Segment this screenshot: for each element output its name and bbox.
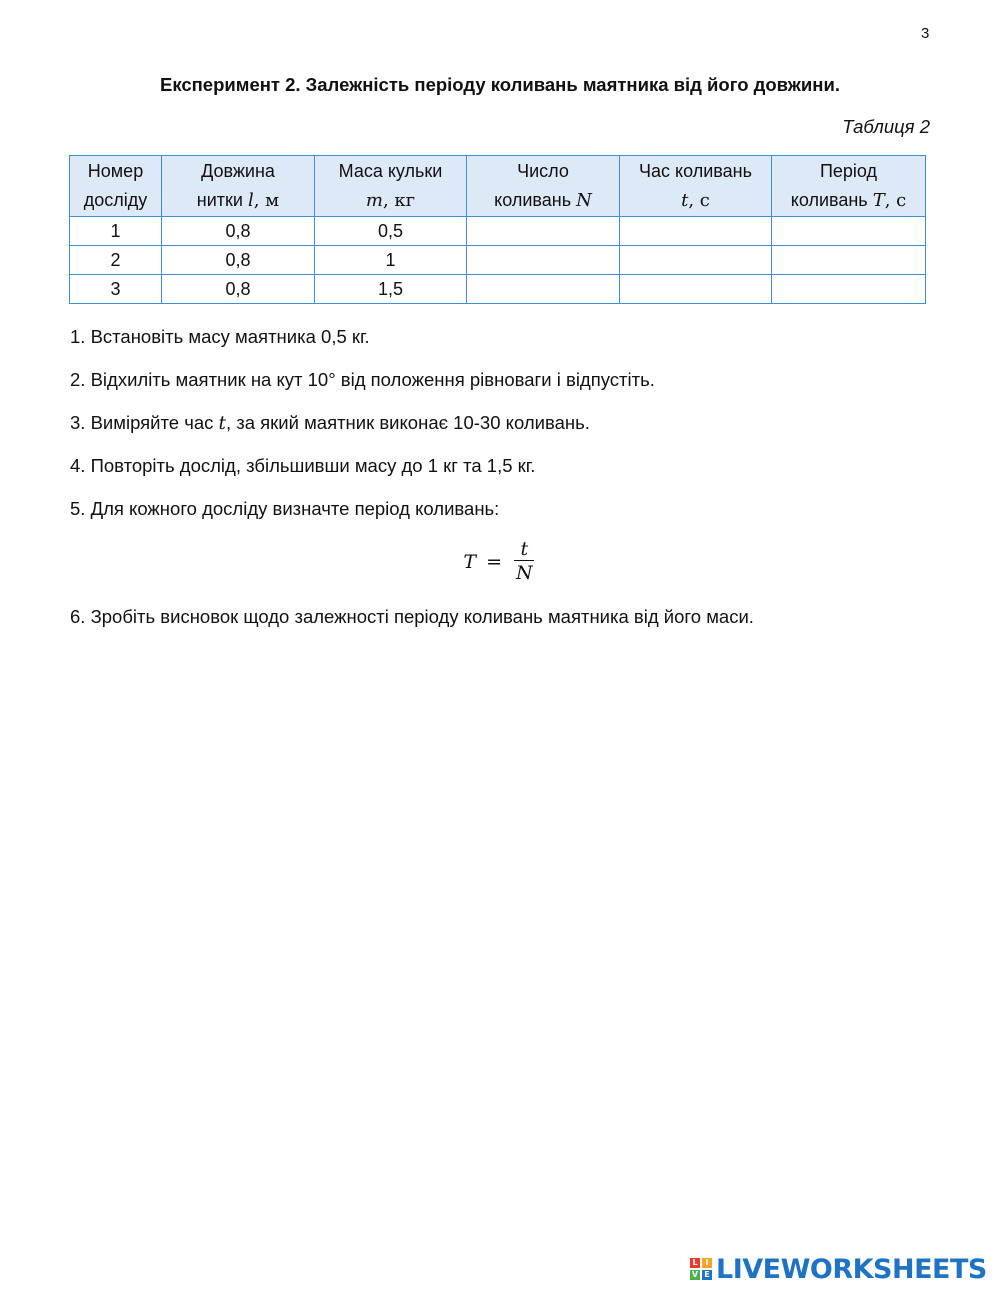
header-unit: , кг bbox=[382, 190, 416, 211]
header-variable: N bbox=[576, 190, 592, 211]
answer-cell-time[interactable] bbox=[620, 246, 772, 275]
header-variable: l bbox=[247, 190, 254, 211]
instruction-step-3 bbox=[70, 412, 590, 434]
table-row bbox=[70, 246, 926, 275]
header-line1: Час коливань bbox=[639, 161, 752, 181]
cell-mass: 1 bbox=[315, 246, 467, 275]
cell-length: 0,8 bbox=[162, 217, 315, 246]
header-line2-text: нитки bbox=[196, 190, 248, 210]
header-unit: , м bbox=[253, 190, 280, 211]
answer-cell-time[interactable] bbox=[620, 275, 772, 304]
header-line2 bbox=[162, 186, 314, 215]
page-title: Експеримент 2. Залежність періоду коливань маятника від його довжини. bbox=[159, 74, 840, 95]
answer-cell-period[interactable] bbox=[772, 275, 926, 304]
instruction-step-2: 2. Відхиліть маятник на кут 10° від положення рівноваги і відпустіть. bbox=[70, 369, 655, 390]
table-header-row bbox=[70, 156, 926, 217]
header-string-length bbox=[162, 156, 315, 217]
header-period bbox=[772, 156, 926, 217]
header-line2-text: досліду bbox=[83, 190, 148, 210]
logo-mark-icon bbox=[690, 1258, 712, 1280]
answer-cell-oscillation-count[interactable] bbox=[467, 217, 620, 246]
instruction-step-4: 4. Повторіть дослід, збільшивши масу до 1 кг та 1,5 кг. bbox=[70, 455, 536, 476]
header-line2 bbox=[467, 186, 619, 215]
answer-cell-time[interactable] bbox=[620, 217, 772, 246]
header-variable: T bbox=[872, 190, 885, 211]
header-line1: Довжина bbox=[201, 161, 275, 181]
cell-experiment-number: 1 bbox=[70, 217, 162, 246]
header-oscillation-time bbox=[620, 156, 772, 217]
header-line1: Число bbox=[517, 161, 569, 181]
answer-cell-period[interactable] bbox=[772, 246, 926, 275]
header-experiment-number bbox=[70, 156, 162, 217]
instruction-step-1: 1. Встановіть масу маятника 0,5 кг. bbox=[70, 326, 370, 347]
liveworksheets-logo bbox=[690, 1252, 987, 1286]
header-line2 bbox=[70, 186, 161, 215]
table-row bbox=[70, 217, 926, 246]
formula-equals: = bbox=[486, 550, 502, 573]
header-line2-text: коливань bbox=[790, 190, 873, 210]
header-variable: m bbox=[365, 190, 383, 211]
step-3-text-after: , за який маятник виконає 10-30 коливань. bbox=[225, 412, 590, 433]
cell-length: 0,8 bbox=[162, 246, 315, 275]
cell-experiment-number: 3 bbox=[70, 275, 162, 304]
logo-mark-letter: V bbox=[691, 1270, 699, 1279]
table-row bbox=[70, 275, 926, 304]
header-unit: , с bbox=[688, 190, 710, 211]
instruction-step-6: 6. Зробіть висновок щодо залежності періоду коливань маятника від його маси. bbox=[70, 606, 754, 627]
header-oscillation-count bbox=[467, 156, 620, 217]
logo-mark-letter: E bbox=[702, 1270, 712, 1280]
answer-cell-oscillation-count[interactable] bbox=[467, 246, 620, 275]
header-line1: Номер bbox=[87, 161, 144, 181]
instruction-step-5: 5. Для кожного досліду визначте період коливань: bbox=[70, 498, 500, 519]
results-table bbox=[69, 155, 926, 304]
cell-mass: 0,5 bbox=[315, 217, 467, 246]
table-caption: Таблиця 2 bbox=[842, 116, 930, 137]
header-line2 bbox=[772, 186, 925, 215]
header-unit: , с bbox=[884, 190, 907, 211]
formula-lhs: T bbox=[463, 550, 477, 573]
period-formula bbox=[0, 538, 1000, 585]
cell-experiment-number: 2 bbox=[70, 246, 162, 275]
answer-cell-period[interactable] bbox=[772, 217, 926, 246]
step-3-text-before: 3. Виміряйте час bbox=[70, 412, 219, 433]
page-number: 3 bbox=[921, 25, 930, 42]
formula-numerator: t bbox=[520, 538, 529, 560]
header-line2-text: коливань bbox=[494, 190, 577, 210]
header-line1: Період bbox=[819, 161, 878, 181]
header-line2 bbox=[315, 186, 466, 215]
header-line2 bbox=[620, 186, 771, 215]
cell-mass: 1,5 bbox=[315, 275, 467, 304]
cell-length: 0,8 bbox=[162, 275, 315, 304]
answer-cell-oscillation-count[interactable] bbox=[467, 275, 620, 304]
logo-mark-letter: I bbox=[702, 1258, 712, 1268]
header-ball-mass bbox=[315, 156, 467, 217]
header-variable: t bbox=[681, 190, 689, 211]
step-3-variable: t bbox=[218, 413, 226, 434]
logo-mark-letter: L bbox=[690, 1258, 700, 1268]
header-line1: Маса кульки bbox=[338, 161, 443, 181]
formula-fraction bbox=[512, 538, 537, 585]
logo-text: LIVEWORKSHEETS bbox=[716, 1253, 987, 1285]
formula-denominator: N bbox=[515, 562, 533, 584]
